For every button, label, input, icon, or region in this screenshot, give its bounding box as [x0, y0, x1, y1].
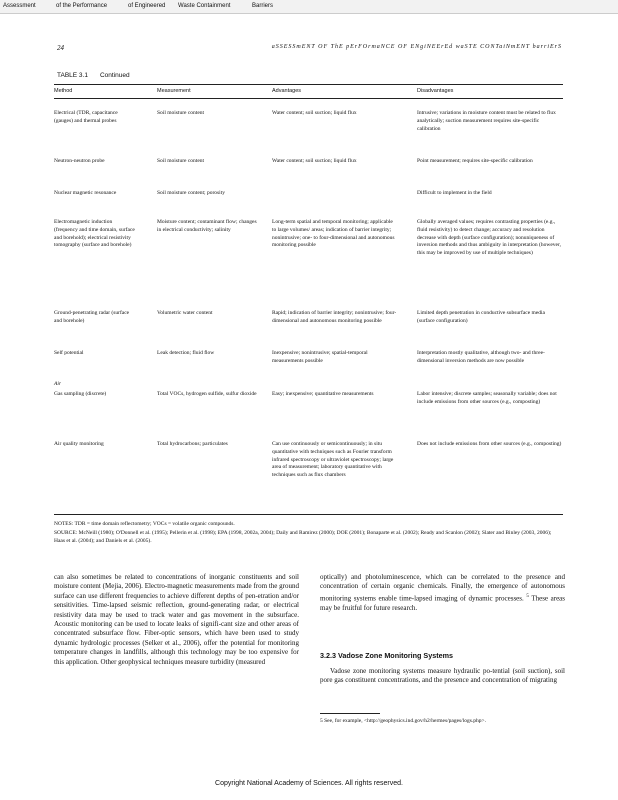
table-bottom-rule	[54, 514, 563, 515]
column-header-advantages: Advantages	[272, 88, 302, 94]
header-segment: Assessment	[3, 3, 36, 9]
row-4-measurement: Volumetric water content	[157, 310, 213, 316]
row-6-advantages: Easy; inexpensive; quantitative measurements	[272, 391, 374, 397]
row-0-method: Electrical (TDR, capacitance (gauges) and thermal probes	[54, 110, 118, 124]
header-segment: of the Performance	[56, 3, 108, 9]
body-right-text-continued: These areas may be fruitful for future research.	[320, 594, 566, 612]
row-5-disadvantages: Interpretation mostly qualitative, although two- and three-dimensional inversion methods are now possible	[417, 350, 545, 364]
row-2-measurement: Soil moisture content; porosity	[157, 190, 225, 196]
section-text: Vadose zone monitoring systems measure hydraulic po-tential (soil suction), soil pore gas constituent concentrations, and the presence and concentration of migrating	[320, 667, 565, 685]
table-caption-text: Continued	[99, 72, 130, 79]
row-5-method: Self potential	[54, 350, 84, 356]
row-4-disadvantages: Limited depth penetration in conductive subsurface media (surface configuration)	[417, 310, 545, 324]
row-0-measurement: Soil moisture content	[157, 110, 205, 116]
row-1-measurement: Soil moisture content	[157, 158, 205, 164]
row-1-method: Neutron-neutron probe	[54, 158, 105, 164]
row-7-advantages: Can use continuously or semicontinuously; in situ quantitative with techniques such as Fourier transform infrared spectroscopy or ultraviolet spectroscopy; large area of measurement; laboratory quantitative with techniques such as flux chambers	[272, 441, 394, 479]
header-segment: of Engineered	[128, 3, 166, 9]
running-head: aSSESSmENT OF ThE pErFOrmaNCE OF ENgiNEErEd waSTE CONTaiNmENT barriErS	[271, 44, 562, 50]
table-section-air: Air	[54, 381, 62, 387]
table-header-rule	[54, 98, 563, 99]
table-top-rule	[54, 84, 563, 85]
row-1-advantages: Water content; soil suction; liquid flux	[272, 158, 357, 164]
row-2-method: Nuclear magnetic resonance	[54, 190, 117, 196]
row-7-measurement: Total hydrocarbons; particulates	[157, 441, 228, 447]
row-5-measurement: Leak detection; fluid flow	[157, 350, 215, 356]
row-3-measurement: Moisture content; contaminant flow; changes in electrical conductivity; salinity	[157, 219, 257, 233]
row-6-measurement: Total VOCs, hydrogen sulfide, sulfur dioxide	[157, 391, 257, 397]
body-right-column	[320, 573, 565, 613]
column-header-measurement: Measurement	[157, 88, 191, 94]
footnote-rule	[320, 713, 380, 714]
row-7-method: Air quality monitoring	[54, 441, 104, 447]
browser-header-bar	[0, 0, 618, 14]
row-7-disadvantages: Does not include emissions from other sources (e.g., composting)	[417, 441, 562, 447]
table-notes	[54, 520, 563, 546]
header-segment: Barriers	[252, 3, 274, 9]
row-0-advantages: Water content; soil suction; liquid flux	[272, 110, 357, 116]
row-1-disadvantages: Point measurement; requires site-specific calibration	[417, 158, 533, 164]
page-number: 24	[57, 44, 64, 52]
row-6-disadvantages: Labor intensive; discrete samples; seasonally variable; does not include emissions from other sources (e.g., composting)	[417, 391, 557, 405]
row-3-method: Electromagnetic induction (frequency and time domain, surface and borehold); electrical resistivity tomography (surface and borehole)	[54, 219, 135, 249]
table-source-line: SOURCE: McNeill (1980); O'Donnell et al. (1995); Pellerin et al. (1998); EPA (1998, 2002a, 2004); Daily and Ramirez (2000); DOE (2001); Bonaparte et al. (2002); Ready and Scanlon (2002); Slater and Binley (2003, 2006); Haas et al. (2004); and Daniels et al. (2005).	[54, 529, 552, 544]
row-0-disadvantages: Intrusive; variations in moisture content must be related to flux analytically; suction measurement requires site-specific calibration	[417, 110, 556, 132]
row-6-method: Gas sampling (discrete)	[54, 391, 107, 397]
table-caption	[57, 72, 130, 79]
section-heading: 3.2.3 Vadose Zone Monitoring Systems	[320, 651, 454, 660]
row-3-disadvantages: Globally averaged values; requires contrasting properties (e.g., fluid resistivity) to detect change; accuracy and resolution decrease with depth (surface configuration); nonuniqueness of inversion methods and thus ambiguity in interpretation (however, this may be improved by use of multiple techniques)	[417, 219, 561, 257]
copyright-footer: Copyright National Academy of Sciences. All rights reserved.	[215, 780, 403, 787]
header-segment: Waste Containment	[178, 3, 231, 9]
body-left-column: can also sometimes be related to concentrations of inorganic constituents and soil moisture content (Mejia, 2006). Electro-magnetic measurements made from the ground surface can use different frequencies to achieve different depths of pen-etration and/or sensitivities. Time-lapsed seismic reflection, ground-generating radar, or electrical resistivity data may be used to track water and gas movement in the subsurface. Acoustic monitoring can be used to locate leaks of signifi-cant size and other areas of concentrated subsurface flow. Fiber-optic sensors, which have been used to study dynamic hydrologic processes (Selker et al., 2006), offer the potential for monitoring temperature changes in landfills, although this technology may be too expensive for this application. Other geophysical techniques measure turbidity (measured	[54, 573, 299, 666]
row-4-method: Ground-penetrating radar (surface and borehole)	[54, 310, 130, 324]
row-4-advantages: Rapid; indication of barrier integrity; nonintrusive; four-dimensional and autonomous monitoring possible	[272, 310, 397, 324]
footnote: 5 See, for example, <http://geophysics.ind.gov/h2/hermes/pages/logs.php>.	[320, 718, 486, 724]
row-2-disadvantages: Difficult to implement in the field	[417, 190, 492, 196]
row-5-advantages: Inexpensive; nonintrusive; spatial-temporal measurements possible	[272, 350, 368, 364]
footnote-marker: 5	[526, 593, 529, 599]
column-header-disadvantages: Disadvantages	[417, 88, 454, 94]
table-notes-line: NOTES: TDR = time domain reflectometry; VOCs = volatile organic compounds.	[54, 521, 235, 527]
row-3-advantages: Long-term spatial and temporal monitoring; applicable to large volumes/ areas; indication of barrier integrity; nonintrusive; one- to four-dimensional and autonomous monitoring possible	[272, 219, 395, 249]
body-right-text: optically) and photoluminescence, which can be correlated to the presence and concentration of certain organic chemicals. Finally, the emergence of autonomous monitoring systems enable time-lapsed imaging of dynamic processes.	[320, 573, 565, 603]
table-caption-label: TABLE 3.1	[57, 72, 88, 79]
column-header-method: Method	[54, 88, 73, 94]
